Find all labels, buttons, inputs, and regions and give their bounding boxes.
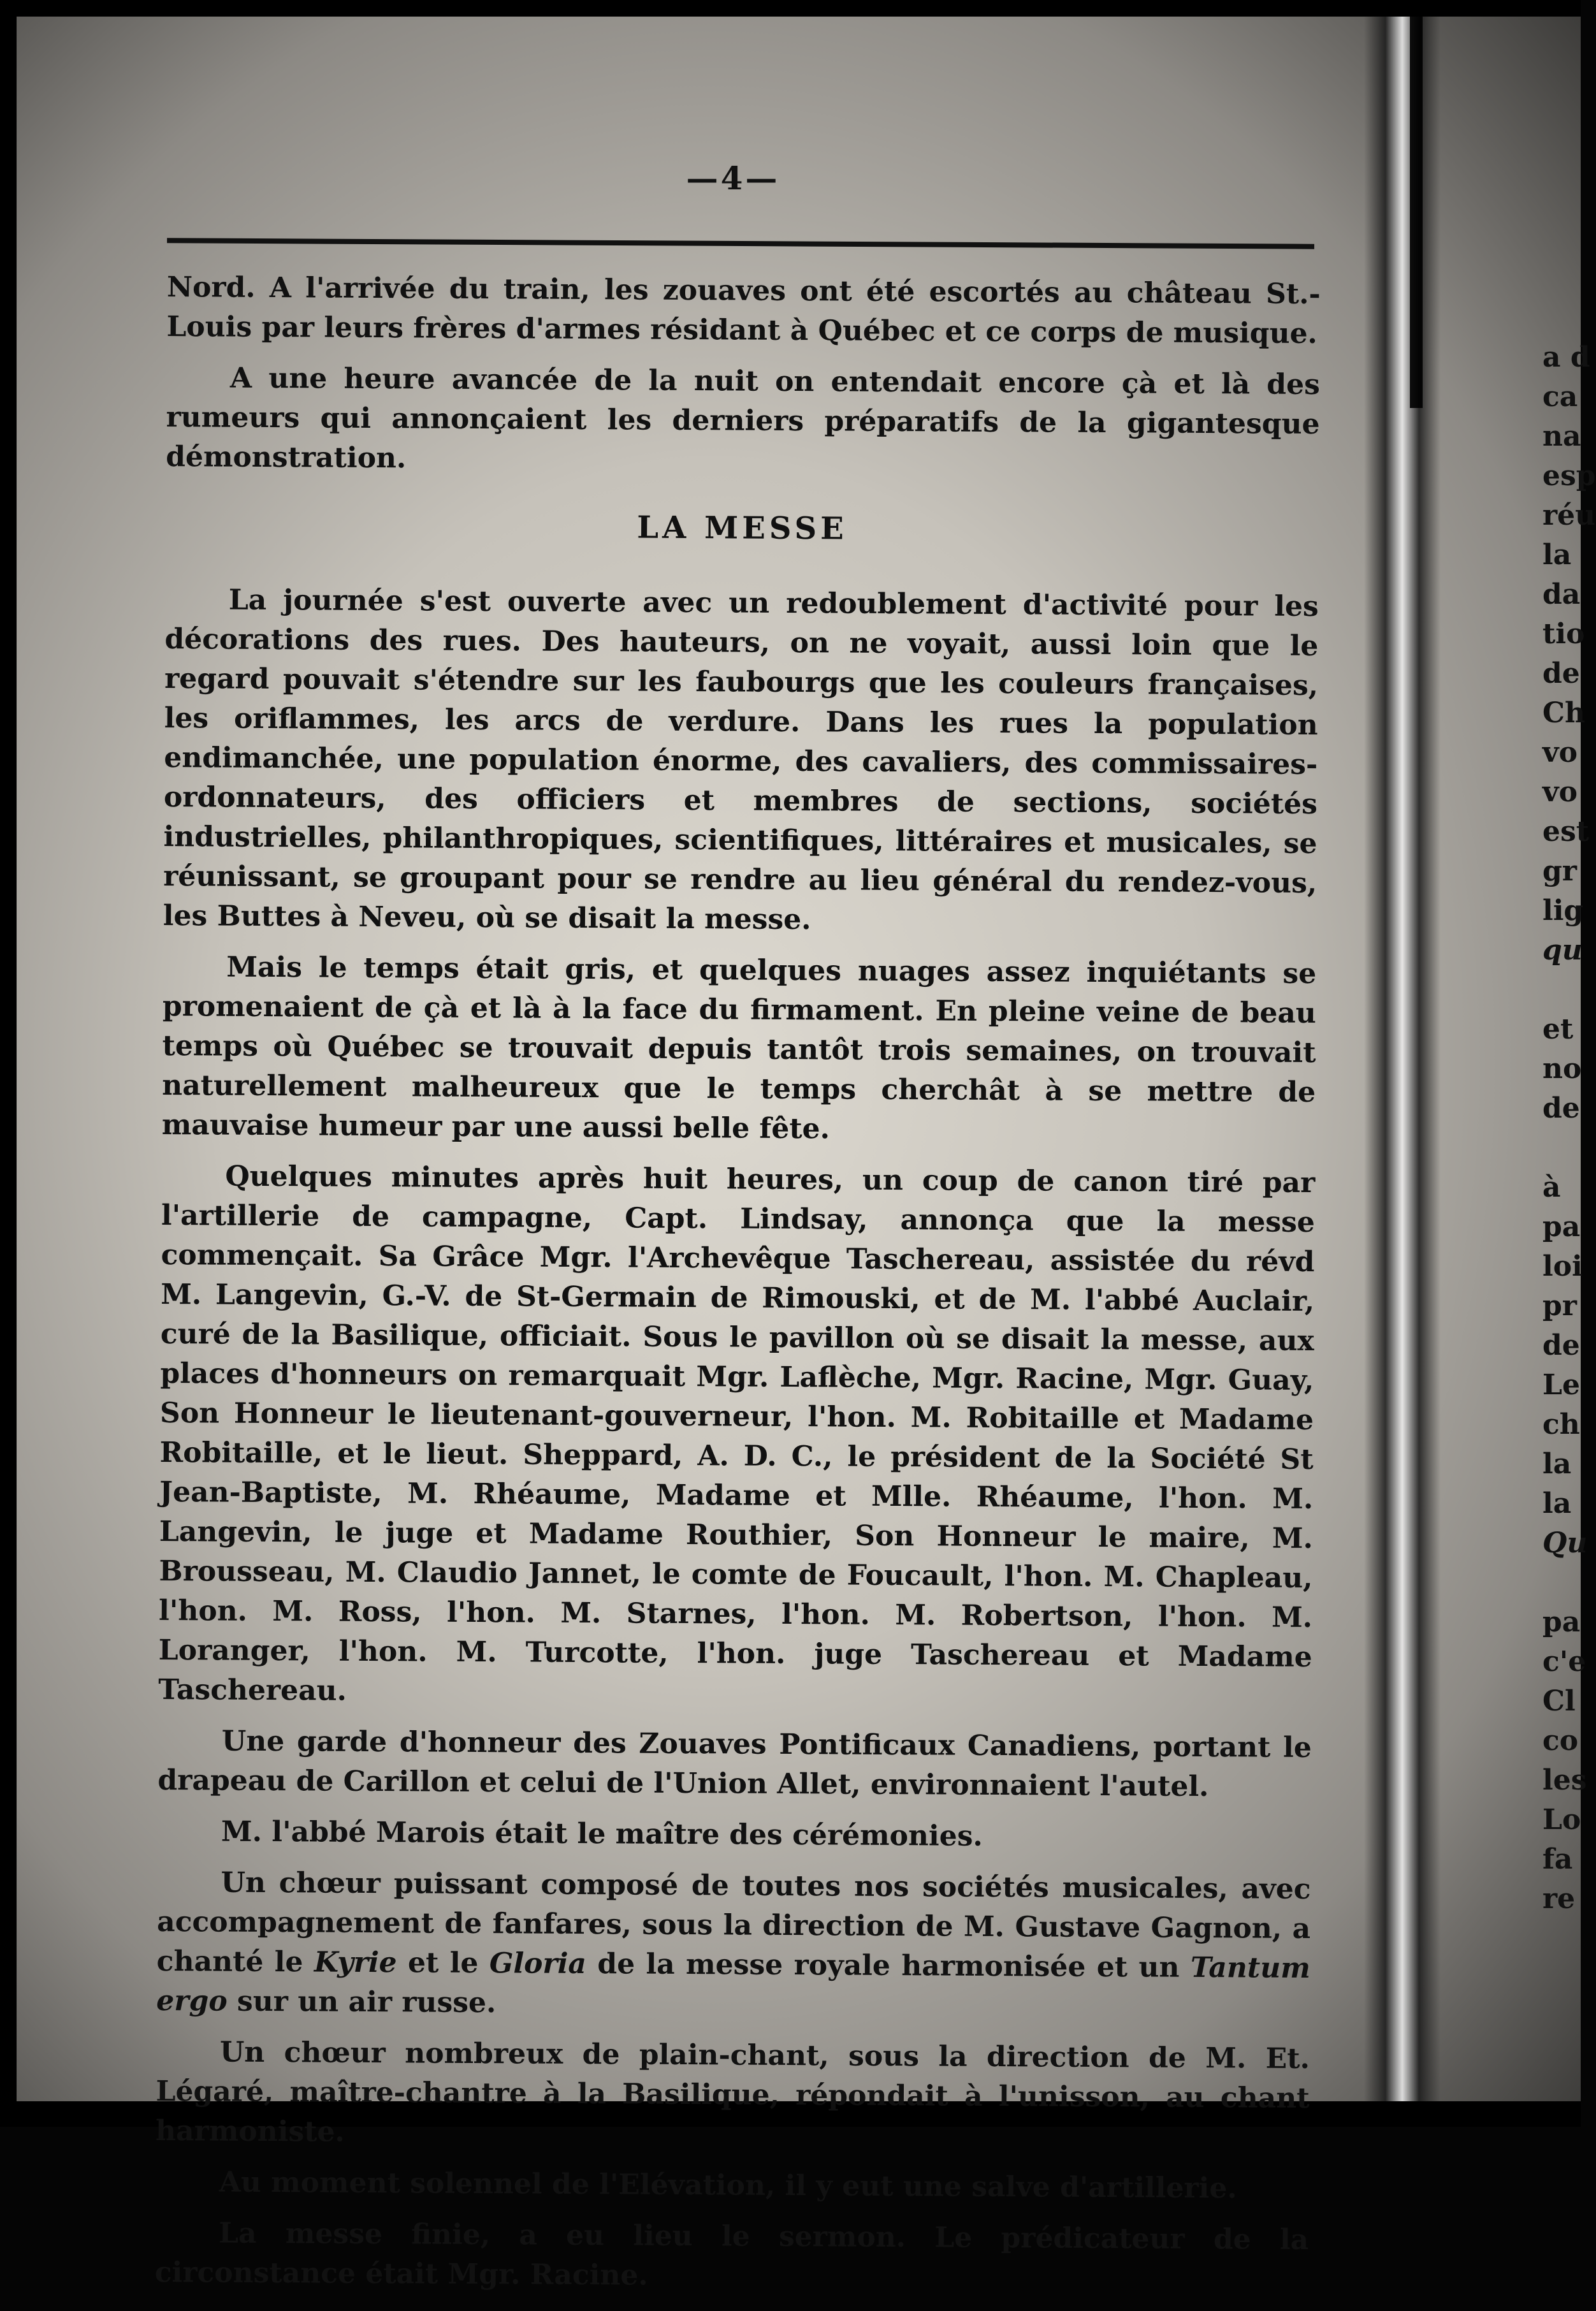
fragment: les: [1542, 1764, 1587, 1797]
fragment-gap: [1542, 970, 1587, 1010]
paragraph: Un chœur nombreux de plain-chant, sous la direction de M. Et. Légaré, maître-chantre à la Basilique, répondait à l'unisson, au chant harmoniste.: [155, 2036, 1310, 2148]
page-fold-shadow: [1364, 0, 1440, 2127]
scan-border-top: [0, 0, 1581, 17]
binding-spine: [1410, 0, 1423, 408]
fragment: pa: [1542, 1211, 1581, 1243]
fragment: de: [1542, 1092, 1580, 1125]
fragment: co: [1542, 1724, 1579, 1757]
fragment: a d: [1542, 341, 1590, 374]
paragraph: Au moment solennel de l'Elévation, il y eut une salve d'artillerie.: [219, 2166, 1237, 2205]
fragment: fa: [1542, 1843, 1573, 1876]
fragment: re: [1542, 1883, 1576, 1915]
paragraph: Nord. A l'arrivée du train, les zouaves ont été escortés au château St.-Louis par leurs frères d'armes résidant à Québec et ce corps de musique.: [166, 270, 1321, 351]
page-number: —4—: [686, 159, 780, 197]
fragment: no: [1542, 1053, 1582, 1085]
fragment: pa: [1542, 1606, 1581, 1638]
fragment: et: [1542, 1013, 1574, 1046]
fragment: réu: [1542, 499, 1596, 532]
fragment-gap: [1542, 1563, 1587, 1603]
adjacent-page-fragments: [1542, 338, 1596, 1919]
paragraph: M. l'abbé Marois était le maître des cérémonies.: [221, 1815, 983, 1853]
fragment: pr: [1542, 1290, 1577, 1322]
fragment: da: [1542, 578, 1581, 611]
fragment: ch: [1542, 1408, 1580, 1441]
fragment: la: [1542, 539, 1572, 571]
fragment-gap: [1542, 1128, 1587, 1168]
fragment: de: [1542, 657, 1580, 690]
fragment: vo: [1542, 736, 1578, 769]
paragraph: A une heure avancée de la nuit on entendait encore çà et là des rumeurs qui annonçaient les derniers préparatifs de la gigantesque démonstration.: [166, 361, 1321, 475]
fragment: lig: [1542, 894, 1584, 927]
fragment: gr: [1542, 855, 1577, 887]
fragment: Le: [1542, 1369, 1580, 1401]
paragraph: Une garde d'honneur des Zouaves Pontificaux Canadiens, portant le drapeau de Carillon et celui de l'Union Allet, environnaient l'autel.: [157, 1724, 1312, 1804]
choir-paragraph: [156, 1863, 1310, 2028]
choir-text: Un chœur puissant composé de toutes nos sociétés musicales, avec accompagnement de fanfares, sous la direction de M. Gustave Gagnon, a chanté le: [156, 1866, 1311, 1979]
fragment: de: [1542, 1329, 1580, 1362]
choir-text: sur un air russe.: [227, 1985, 497, 2020]
fragment: loi: [1542, 1250, 1583, 1283]
fragment: c'e: [1542, 1645, 1586, 1678]
fragment: vo: [1542, 776, 1578, 808]
fragment: est: [1542, 815, 1590, 848]
fragment: ca: [1542, 381, 1578, 413]
choir-text: de la messe royale harmonisée et un: [586, 1948, 1191, 1984]
tantum-ergo-title: Tantum ergo: [156, 1951, 1310, 2018]
paragraph: Quelques minutes après huit heures, un coup de canon tiré par l'artillerie de campagne, Capt. Lindsay, annonça que la messe commençait. Sa Grâce Mgr. l'Archevêque Taschereau, assistée du révd M. Langevin, G.-V. de St-Germain de Rimouski, et de M. l'abbé Auclair, curé de la Basilique, officiait. Sous le pavillon où se disait la messe, aux places d'honneurs on remarquait Mgr. Laflèche, Mgr. Racine, Mgr. Guay, Son Honneur le lieutenant-gouverneur, l'hon. M. Robitaille et Madame Robitaille, et le lieut. Sheppard, A. D. C., le président de la Société St Jean-Baptiste, M. Rhéaume, Madame et Mlle. Rhéaume, l'hon. M. Langevin, le juge et Madame Routhier, Son Honneur le maire, M. Brousseau, M. Claudio Jannet, le comte de Foucault, l'hon. M. Chapleau, l'hon. M. Ross, l'hon. M. Starnes, l'hon. M. Robertson, l'hon. M. Loranger, l'hon. M. Turcotte, l'hon. juge Taschereau et Madame Taschereau.: [158, 1160, 1316, 1707]
choir-text: et le: [396, 1946, 490, 1980]
fragment: la: [1542, 1448, 1572, 1480]
fragment: Ch: [1542, 697, 1586, 729]
fragment: tio: [1542, 618, 1585, 650]
fragment: à: [1542, 1171, 1561, 1204]
paragraph: La messe finie, a eu lieu le sermon. Le prédicateur de la circonstance était Mgr. Racine.: [154, 2217, 1309, 2292]
fragment: esp: [1542, 460, 1596, 492]
fragment: qu: [1542, 934, 1583, 966]
gloria-title: Gloria: [489, 1947, 587, 1981]
section-heading: LA MESSE: [637, 509, 848, 547]
scan-border-left: [0, 0, 17, 2127]
fragment: Qu: [1542, 1527, 1588, 1559]
paragraph: Mais le temps était gris, et quelques nuages assez inquiétants se promenaient de çà et là à la face du firmament. En pleine veine de beau temps où Québec se trouvait depuis tantôt trois semaines, on trouvait naturellement malheureux que le temps cherchât à se mettre de mauvaise humeur par une aussi belle fête.: [161, 951, 1317, 1146]
kyrie-title: Kyrie: [314, 1946, 397, 1979]
fragment: la: [1542, 1487, 1572, 1520]
fragment: na: [1542, 420, 1581, 453]
article-body: [154, 268, 1320, 2311]
paragraph: La journée s'est ouverte avec un redoublement d'activité pour les décorations des rues. Des hauteurs, on ne voyait, aussi loin que le regard pouvait s'étendre sur les faubourgs que les couleurs françaises, les oriflammes, les arcs de verdure. Dans les rues la population endimanchée, une population énorme, des cavaliers, des commissaires-ordonnateurs, des officiers et membres de sections, sociétés industrielles, philanthropiques, scientifiques, littéraires et musicales, se réunissant, se groupant pour se rendre au lieu général du rendez-vous, les Buttes à Neveu, où se disait la messe.: [163, 583, 1319, 937]
fragment: Cl: [1542, 1685, 1576, 1717]
fragment: Lo: [1542, 1804, 1581, 1836]
